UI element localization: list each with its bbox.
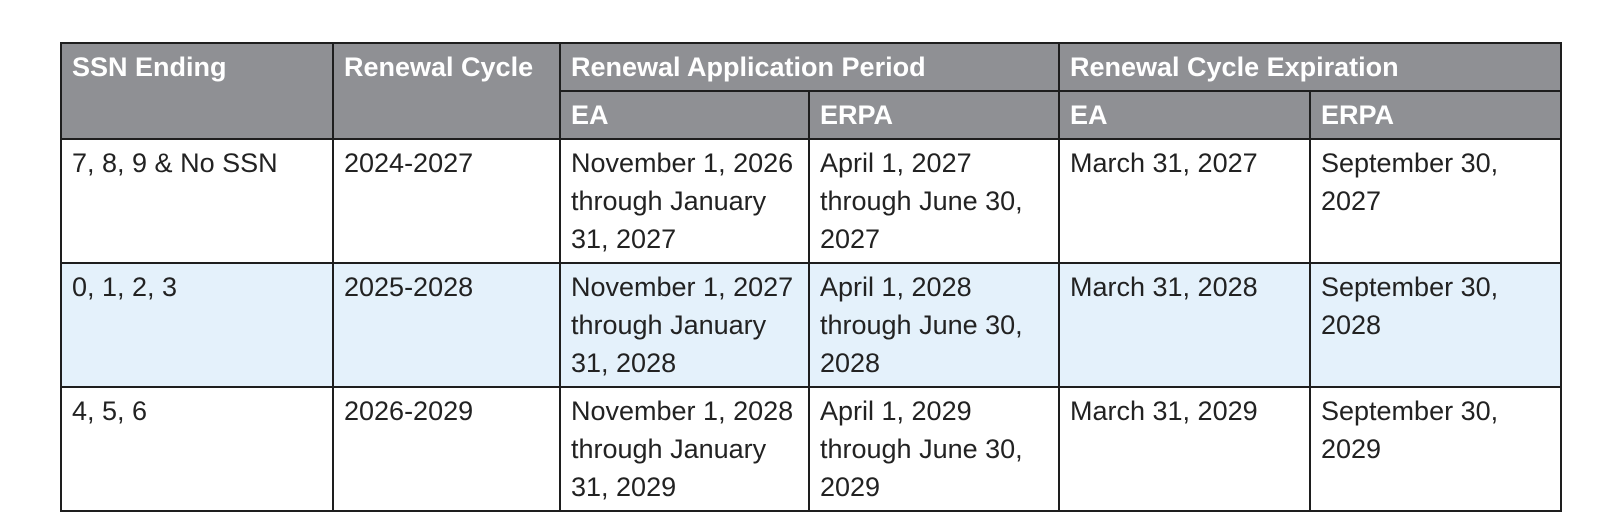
cell-expiration-ea: March 31, 2027 [1059,139,1310,263]
cell-ssn-ending: 4, 5, 6 [61,387,333,511]
cell-application-ea: November 1, 2027 through January 31, 2028 [560,263,809,387]
header-application-erpa: ERPA [809,91,1059,139]
cell-renewal-cycle: 2025-2028 [333,263,560,387]
header-application-ea: EA [560,91,809,139]
cell-renewal-cycle: 2024-2027 [333,139,560,263]
header-row-top [61,43,1561,91]
cell-ssn-ending: 7, 8, 9 & No SSN [61,139,333,263]
table-row [61,139,1561,263]
cell-ssn-ending: 0, 1, 2, 3 [61,263,333,387]
cell-application-erpa: April 1, 2028 through June 30, 2028 [809,263,1059,387]
cell-application-erpa: April 1, 2027 through June 30, 2027 [809,139,1059,263]
header-renewal-cycle: Renewal Cycle [333,43,560,139]
header-expiration-erpa: ERPA [1310,91,1561,139]
header-expiration-ea: EA [1059,91,1310,139]
cell-application-ea: November 1, 2028 through January 31, 2029 [560,387,809,511]
header-renewal-cycle-expiration: Renewal Cycle Expiration [1059,43,1561,91]
cell-expiration-erpa: September 30, 2029 [1310,387,1561,511]
cell-expiration-erpa: September 30, 2028 [1310,263,1561,387]
header-ssn-ending: SSN Ending [61,43,333,139]
cell-expiration-erpa: September 30, 2027 [1310,139,1561,263]
table-header [61,43,1561,139]
cell-expiration-ea: March 31, 2028 [1059,263,1310,387]
table-row [61,263,1561,387]
renewal-schedule-table [60,42,1562,512]
table-row [61,387,1561,511]
cell-application-erpa: April 1, 2029 through June 30, 2029 [809,387,1059,511]
table-body [61,139,1561,511]
header-renewal-application-period: Renewal Application Period [560,43,1059,91]
cell-expiration-ea: March 31, 2029 [1059,387,1310,511]
cell-renewal-cycle: 2026-2029 [333,387,560,511]
cell-application-ea: November 1, 2026 through January 31, 2027 [560,139,809,263]
